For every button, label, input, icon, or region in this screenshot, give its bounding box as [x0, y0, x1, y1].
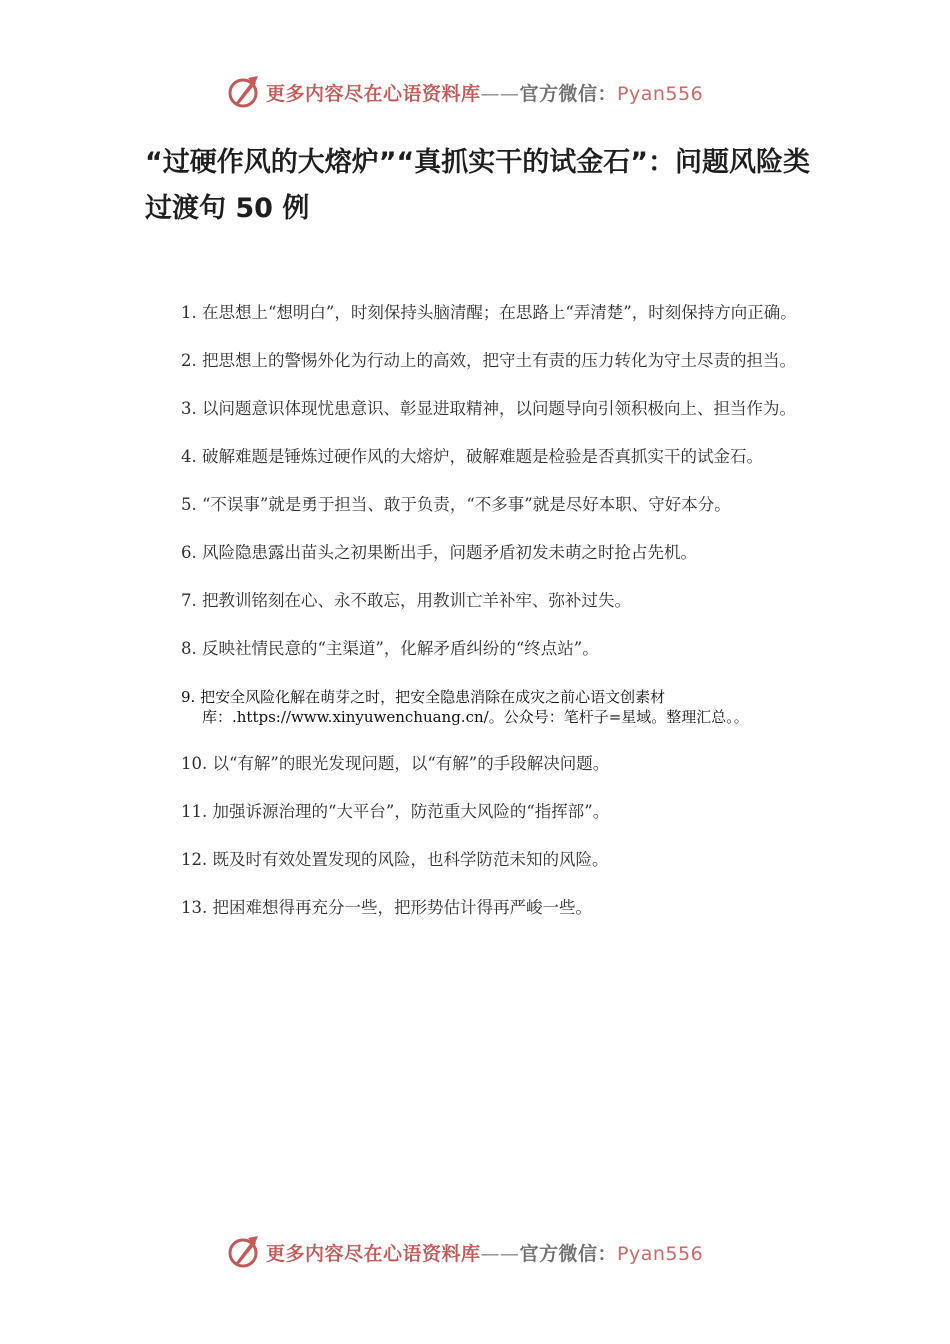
- quill-pen-circle-icon: [226, 1234, 262, 1270]
- document-title: “过硬作风的大熔炉”“真抓实干的试金石”：问题风险类过渡句 50 例: [145, 147, 810, 224]
- list-item: 4. 破解难题是锤炼过硬作风的大熔炉，破解难题是检验是否真抓实干的试金石。: [181, 447, 763, 466]
- list-item-line: 9. 把安全风险化解在萌芽之时，把安全隐患消除在成灾之前心语文创素材: [181, 688, 666, 706]
- header-banner: [226, 72, 746, 112]
- quill-pen-circle-icon: [226, 74, 262, 110]
- list-item: 10. 以“有解”的眼光发现问题，以“有解”的手段解决问题。: [181, 754, 610, 773]
- banner-main-text: 更多内容尽在心语资料库: [266, 82, 481, 105]
- banner-dash: ——: [480, 1242, 520, 1265]
- banner-wechat-id: Pyan556: [617, 1242, 704, 1265]
- list-item: 6. 风险隐患露出苗头之初果断出手，问题矛盾初发未萌之时抢占先机。: [181, 543, 697, 562]
- source-info-line: 库：.https://www.xinyuwenchuang.cn/。公众号：笔杆子=星域。整理汇总。。: [202, 708, 749, 726]
- banner-main-text: 更多内容尽在心语资料库: [266, 1242, 481, 1265]
- banner-label: 官方微信：: [519, 82, 618, 105]
- list-item: 7. 把教训铭刻在心、永不敢忘，用教训亡羊补牢、弥补过失。: [181, 591, 631, 610]
- footer-banner: [226, 1232, 746, 1272]
- list-item: 12. 既及时有效处置发现的风险，也科学防范未知的风险。: [181, 850, 609, 869]
- list-item: 8. 反映社情民意的“主渠道”，化解矛盾纠纷的“终点站”。: [181, 639, 599, 658]
- transition-sentence-list: [145, 294, 810, 937]
- list-item: 11. 加强诉源治理的“大平台”，防范重大风险的“指挥部”。: [181, 802, 610, 821]
- banner-label: 官方微信：: [519, 1242, 618, 1265]
- banner-wechat-id: Pyan556: [617, 82, 704, 105]
- list-item: 13. 把困难想得再充分一些，把形势估计得再严峻一些。: [181, 898, 592, 917]
- list-item: 2. 把思想上的警惕外化为行动上的高效，把守土有责的压力转化为守土尽责的担当。: [181, 351, 796, 370]
- list-item: 1. 在思想上“想明白”，时刻保持头脑清醒；在思路上“弄清楚”，时刻保持方向正确。: [181, 303, 797, 322]
- list-item: 3. 以问题意识体现忧患意识、彰显进取精神，以问题导向引领积极向上、担当作为。: [181, 399, 796, 418]
- list-item: 5. “不误事”就是勇于担当、敢于负责，“不多事”就是尽好本职、守好本分。: [181, 495, 731, 514]
- list-item-with-source: [145, 678, 810, 735]
- banner-dash: ——: [480, 82, 520, 105]
